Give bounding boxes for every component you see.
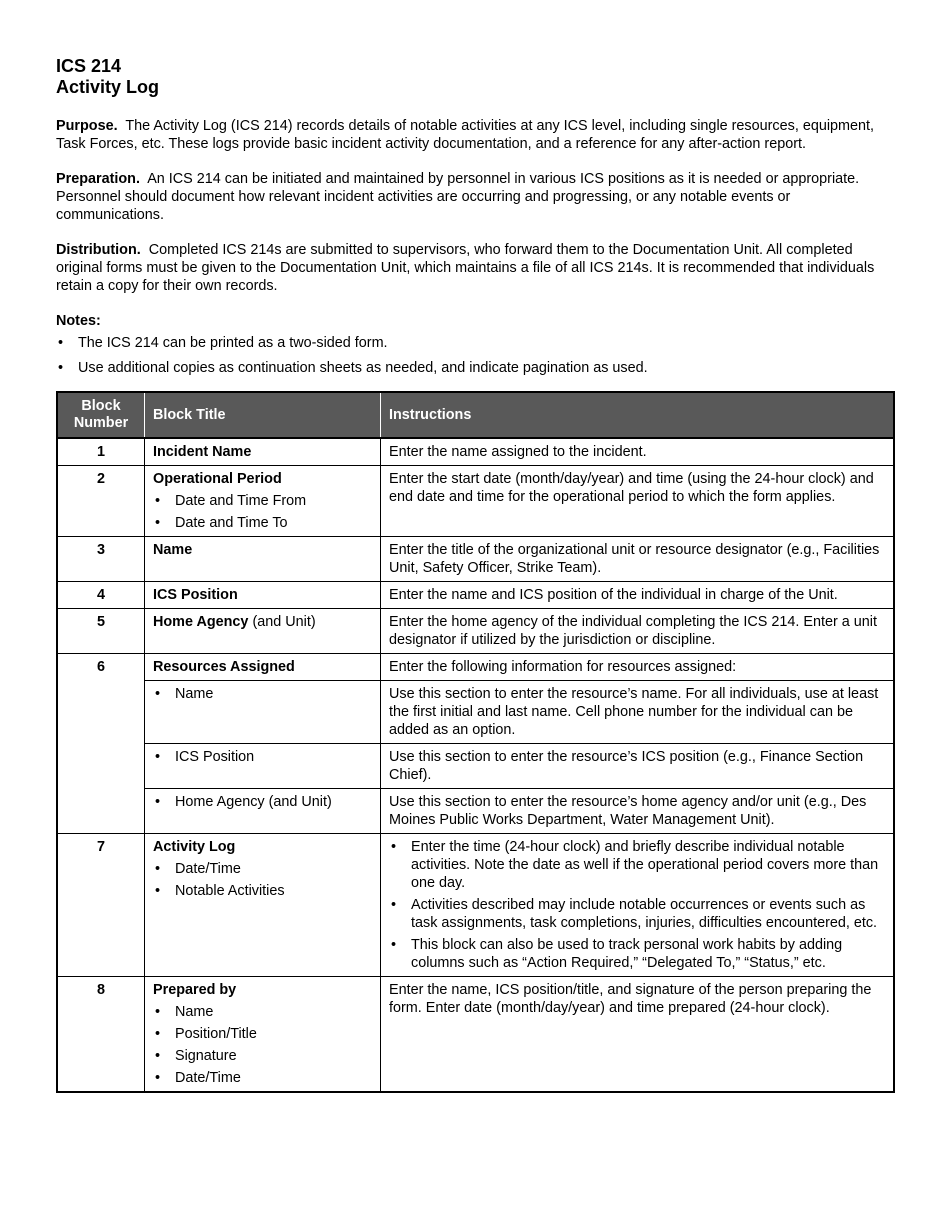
block-title-cell xyxy=(145,744,381,789)
block-title: Incident Name xyxy=(153,444,252,460)
instructions-cell: Use this section to enter the resource’s name. For all individuals, use at least the first initial and last name. Cell phone number for the individual can be added as an option. xyxy=(381,681,895,744)
block-title-cell xyxy=(145,537,381,582)
subitem: • ICS Position xyxy=(153,748,372,766)
header-block-number: Block Number xyxy=(57,392,145,438)
instruction-item: • Enter the time (24-hour clock) and briefly describe individual notable activities. Note the date as well if the operational period covers more than one day. xyxy=(389,838,885,892)
block-number: 4 xyxy=(57,582,145,609)
instructions-cell xyxy=(381,834,895,977)
table-row xyxy=(57,438,894,466)
instructions-cell: Use this section to enter the resource’s ICS position (e.g., Finance Section Chief). xyxy=(381,744,895,789)
instructions-cell: Enter the title of the organizational unit or resource designator (e.g., Facilities Unit, Safety Officer, Strike Team). xyxy=(381,537,895,582)
block-number: 1 xyxy=(57,438,145,466)
block-title-cell xyxy=(145,582,381,609)
notes-heading: Notes: xyxy=(56,313,101,329)
block-title: Name xyxy=(153,542,193,558)
block-title: Activity Log xyxy=(153,839,236,855)
subitem: • Home Agency (and Unit) xyxy=(153,793,372,811)
instructions-cell: Enter the name, ICS position/title, and signature of the person preparing the form. Enter date (month/day/year) and time prepared (24-hour clock). xyxy=(381,977,895,1093)
header-block-title: Block Title xyxy=(145,392,381,438)
block-number: 7 xyxy=(57,834,145,977)
purpose-paragraph xyxy=(56,117,896,153)
block-number: 2 xyxy=(57,466,145,537)
form-id: ICS 214 xyxy=(56,56,122,76)
table-subrow xyxy=(57,744,894,789)
block-number: 6 xyxy=(57,654,145,834)
distribution-label: Distribution. xyxy=(56,242,141,258)
instruction-item: • Activities described may include notable occurrences or events such as task assignments, task completions, injuries, difficulties encountered, etc. xyxy=(389,896,885,932)
purpose-text: The Activity Log (ICS 214) records details of notable activities at any ICS level, including single resources, equipment, Task Forces, etc. These logs provide basic incident activity documentation, and a reference for any after-action report. xyxy=(56,118,875,152)
block-title: Prepared by xyxy=(153,982,237,998)
distribution-text: Completed ICS 214s are submitted to supervisors, who forward them to the Documentation Unit. All completed original forms must be given to the Documentation Unit, which maintains a file of all ICS 214s. It is recommended that individuals retain a copy for their own records. xyxy=(56,242,875,294)
block-number: 8 xyxy=(57,977,145,1093)
instructions-cell: Use this section to enter the resource’s home agency and/or unit (e.g., Des Moines Public Works Department, Water Management Unit). xyxy=(381,789,895,834)
instructions-table xyxy=(56,391,895,1093)
subitem: • Date/Time xyxy=(153,1069,372,1087)
table-row xyxy=(57,834,894,977)
block-title: Operational Period xyxy=(153,471,282,487)
instructions-cell: Enter the following information for resources assigned: xyxy=(381,654,895,681)
purpose-label: Purpose. xyxy=(56,118,118,134)
table-row xyxy=(57,609,894,654)
table-row xyxy=(57,537,894,582)
table-subrow xyxy=(57,681,894,744)
instruction-item: • This block can also be used to track personal work habits by adding columns such as “Action Required,” “Delegated To,” “Status,” etc. xyxy=(389,936,885,972)
block-title-cell xyxy=(145,789,381,834)
block-title-cell xyxy=(145,438,381,466)
block-title: Home Agency xyxy=(153,614,249,630)
instructions-cell: Enter the home agency of the individual completing the ICS 214. Enter a unit designator if utilized by the jurisdiction or discipline. xyxy=(381,609,895,654)
subitem: • Date and Time From xyxy=(153,492,372,510)
block-title-cell xyxy=(145,654,381,681)
block-subitems xyxy=(153,860,372,900)
preparation-text: An ICS 214 can be initiated and maintained by personnel in various ICS positions as it is needed or appropriate. Personnel should document how relevant incident activities are occurring and progressing, or any notable events or communications. xyxy=(56,171,860,223)
note-item: • The ICS 214 can be printed as a two-sided form. xyxy=(56,334,896,352)
instructions-cell: Enter the name and ICS position of the individual in charge of the Unit. xyxy=(381,582,895,609)
subitem: • Signature xyxy=(153,1047,372,1065)
table-row xyxy=(57,977,894,1093)
block-subitems xyxy=(153,492,372,532)
form-name: Activity Log xyxy=(56,77,160,97)
table-row xyxy=(57,654,894,681)
document-content xyxy=(56,56,896,1093)
block-subitems xyxy=(153,1003,372,1087)
block-title-cell xyxy=(145,977,381,1093)
notes-list xyxy=(56,334,896,377)
block-number: 3 xyxy=(57,537,145,582)
subitem: • Position/Title xyxy=(153,1025,372,1043)
subitem: • Date/Time xyxy=(153,860,372,878)
subitem: • Date and Time To xyxy=(153,514,372,532)
instructions-cell: Enter the start date (month/day/year) and time (using the 24-hour clock) and end date and time for the operational period to which the form applies. xyxy=(381,466,895,537)
table-row xyxy=(57,466,894,537)
subitem: • Name xyxy=(153,1003,372,1021)
block-title-suffix: (and Unit) xyxy=(252,614,316,630)
block-title-cell xyxy=(145,681,381,744)
block-title: Resources Assigned xyxy=(153,659,295,675)
table-header-row xyxy=(57,392,894,438)
block-title-cell xyxy=(145,834,381,977)
instructions-cell: Enter the name assigned to the incident. xyxy=(381,438,895,466)
table-subrow xyxy=(57,789,894,834)
subitem: • Notable Activities xyxy=(153,882,372,900)
block-title: ICS Position xyxy=(153,587,238,603)
header-instructions: Instructions xyxy=(381,392,895,438)
table-row xyxy=(57,582,894,609)
subitem: • Name xyxy=(153,685,372,703)
preparation-label: Preparation. xyxy=(56,171,140,187)
block-title-cell xyxy=(145,466,381,537)
note-item: • Use additional copies as continuation sheets as needed, and indicate pagination as used. xyxy=(56,359,896,377)
block-title-cell xyxy=(145,609,381,654)
distribution-paragraph xyxy=(56,241,896,295)
instructions-list xyxy=(389,838,885,972)
block-number: 5 xyxy=(57,609,145,654)
preparation-paragraph xyxy=(56,170,896,224)
